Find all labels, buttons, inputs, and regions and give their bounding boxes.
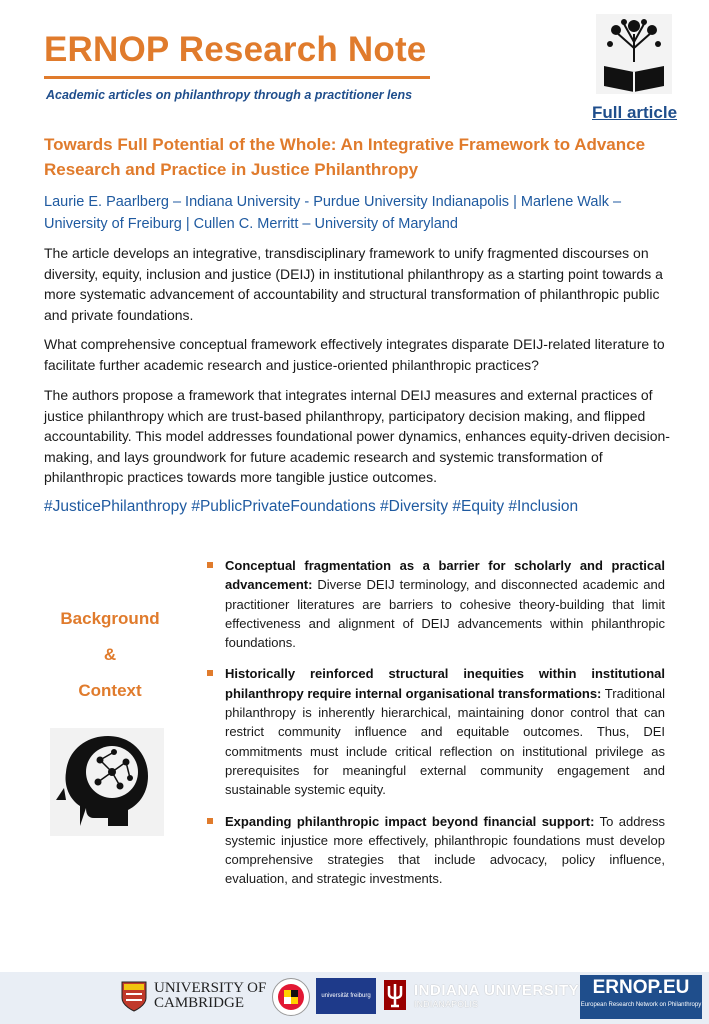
title-underline bbox=[44, 76, 430, 79]
bullet-square-icon bbox=[207, 562, 213, 568]
cambridge-line1: UNIVERSITY OF bbox=[154, 980, 267, 996]
paragraph-question: What comprehensive conceptual framework effectively integrates disparate DEIJ-related literature to facilitate further academic research and justice-oriented philanthropic practices? bbox=[44, 336, 665, 373]
ernop-logo-main: ERNOP.EU bbox=[592, 977, 690, 998]
article-title: Towards Full Potential of the Whole: An Integrative Framework to Advance Research and Practice in Justice Philanthropy bbox=[44, 135, 646, 179]
ernop-logo bbox=[580, 975, 702, 1019]
section-heading-ampersand: & bbox=[103, 645, 117, 664]
cambridge-line2: CAMBRIDGE bbox=[154, 995, 245, 1011]
indiana-name: INDIANA UNIVERSITY bbox=[414, 982, 580, 999]
bullet-square-icon bbox=[207, 670, 213, 676]
bullet-item bbox=[205, 664, 665, 799]
maryland-seal-icon bbox=[272, 978, 310, 1016]
bullet-item bbox=[205, 556, 665, 652]
bullet-heading: Historically reinforced structural inequities within institutional philanthropy require internal organisational transformations: bbox=[225, 666, 665, 701]
ernop-logo-sub: European Research Network on Philanthropy bbox=[580, 1002, 702, 1008]
indiana-sub: INDIANAPOLIS bbox=[414, 999, 479, 1009]
paragraph-findings: The authors propose a framework that integrates internal DEIJ measures and external practices of justice philanthropy which are trust-based philanthropy, participatory decision making, and flipped accountability. This model addresses foundational power dynamics, enhances equity-driven decision-making, and lays groundwork for future academic research and systemic transformation of philanthropic practices towards more tangible justice outcomes. bbox=[44, 387, 670, 485]
page-title: ERNOP Research Note bbox=[44, 30, 427, 69]
paragraph-summary: The article develops an integrative, transdisciplinary framework to unify fragmented discourses on diversity, equity, inclusion and justice (DEIJ) in institutional philanthropy as a starting point towards a more systematic advancement of accountability and structural transformation of philanthropic public and private foundations. bbox=[44, 245, 663, 323]
cambridge-logo bbox=[120, 980, 266, 1012]
section-heading-background: Background bbox=[60, 609, 160, 628]
freiburg-logo: universität freiburg bbox=[316, 978, 376, 1014]
indiana-trident-icon bbox=[384, 980, 406, 1010]
article-authors: Laurie E. Paarlberg – Indiana University - Purdue University Indianapolis | Marlene Walk – University of Freiburg | Cullen C. Merritt – University of Maryland bbox=[44, 194, 622, 232]
page-subtitle: Academic articles on philanthropy through a practitioner lens bbox=[46, 88, 413, 102]
indiana-logo-text bbox=[414, 982, 579, 1009]
cambridge-crest-icon bbox=[120, 980, 148, 1012]
book-tree-icon bbox=[596, 14, 672, 94]
hashtags: #JusticePhilanthropy #PublicPrivateFoundations #Diversity #Equity #Inclusion bbox=[44, 498, 579, 515]
section-heading-context: Context bbox=[78, 681, 142, 700]
bullet-item bbox=[205, 812, 665, 889]
bullet-square-icon bbox=[207, 818, 213, 824]
head-network-icon bbox=[50, 728, 164, 836]
bullet-heading: Expanding philanthropic impact beyond financial support: bbox=[225, 813, 595, 829]
bullet-text: Traditional philanthropy is inherently hierarchical, maintaining donor control that can restrict community influence and equitable outcomes. Thus, DEI commitments must include critical reflection on institutional privilege as prerequisites for meaningful external community engagement and sustainable systemic equity. bbox=[225, 685, 665, 798]
context-bullet-list bbox=[205, 556, 665, 901]
bullet-heading: Conceptual fragmentation as a barrier for scholarly and practical advancement: bbox=[225, 558, 665, 593]
full-article-link[interactable]: Full article bbox=[592, 103, 678, 122]
bullet-text: To address systemic injustice more effectively, philanthropic foundations must develop comprehensive strategies that include advocacy, policy influence, evaluation, and strategic investments. bbox=[225, 813, 665, 887]
bullet-text: Diverse DEIJ terminology, and disconnected academic and practitioner literatures are barriers to cohesive theory-building that limit effectiveness and alignment of DEIJ advancements within philanthropic foundations. bbox=[225, 577, 665, 651]
